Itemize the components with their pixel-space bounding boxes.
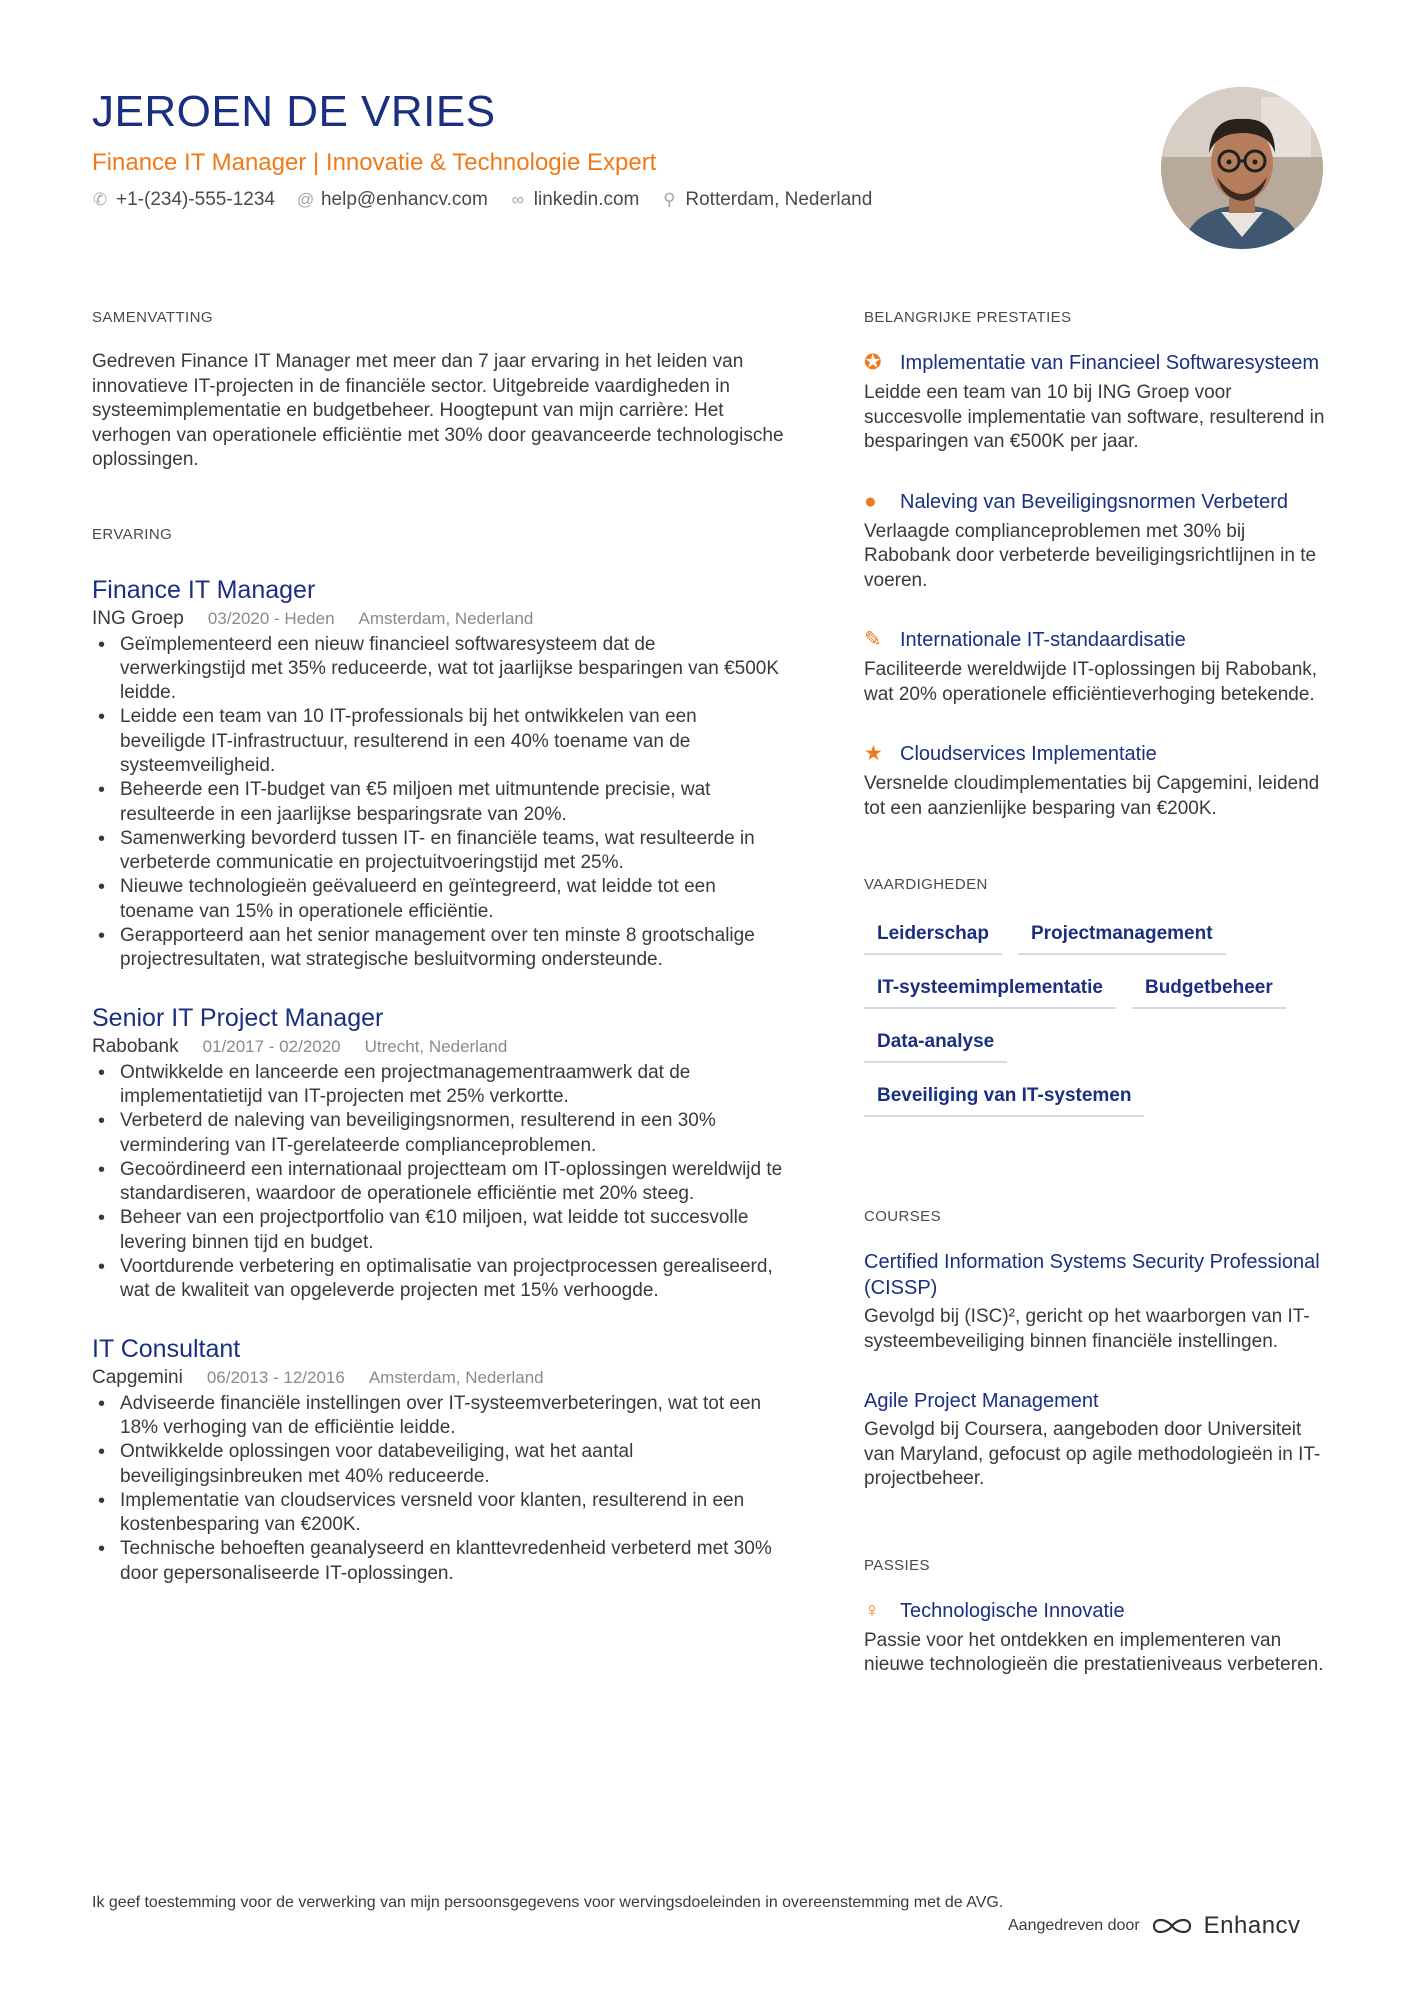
skills-heading: VAARDIGHEDEN [864,876,988,893]
passion-head [864,1598,1332,1624]
job-bullet: • Samenwerking bevorderd tussen IT- en financiële teams, wat resulteerde in verbeterde communicatie en projectuitvoeringstijd met 25%. [92,827,784,876]
job-company: Rabobank [92,1035,179,1057]
job-dates: 03/2020 - Heden [207,608,335,628]
candidate-headline: Finance IT Manager | Innovatie & Technologie Expert [92,149,657,176]
job-bullet: • Beheerde een IT-budget van €5 miljoen met uitmuntende precisie, wat resulteerde in een jaarlijkse besparingsrate van 20%. [92,778,784,827]
course-title: Certified Information Systems Security Professional (CISSP) [864,1251,1320,1299]
contact-location [661,188,872,212]
job-company: Capgemini [92,1366,183,1388]
consent-text: Ik geef toestemming voor de verwerking van mijn persoonsgegevens voor wervingsdoeleinden in overeenstemming met de AVG. [92,1894,1004,1911]
achievement-item [864,741,1332,821]
powered-by [1008,1912,1301,1940]
achievement-head [864,350,1332,376]
experience-section [92,525,784,1587]
avatar-photo [1161,87,1323,249]
achievement-head [864,741,1332,767]
skill-tag: Data-analyse [864,1025,1007,1063]
job-bullet: • Nieuwe technologieën geëvalueerd en geïntegreerd, wat leidde tot een toename van 15% in operationele efficiëntie. [92,875,784,924]
job-entry [92,1334,784,1586]
achievements-list [864,350,1332,821]
achievement-desc: Leidde een team van 10 bij ING Groep voor succesvolle implementatie van software, resulterend in besparingen van €500K per jaar. [864,382,1325,452]
courses-heading: COURSES [864,1208,941,1225]
job-meta [92,607,784,631]
link-icon: ∞ [511,190,524,209]
brand-name: Enhancv [1203,1912,1301,1939]
job-location: Amsterdam, Nederland [368,1367,544,1387]
lightbulb-icon: ♀ [864,1598,880,1622]
job-bullets [92,633,784,973]
contact-location-text: Rotterdam, Nederland [685,189,873,210]
achievement-desc: Faciliteerde wereldwijde IT-oplossingen bij Rabobank, wat 20% operationele efficiëntieverhoging betekende. [864,659,1318,705]
passions-heading: PASSIES [864,1556,930,1574]
job-meta [92,1035,784,1059]
course-item [864,1388,1332,1492]
skill-tag: Budgetbeheer [1132,971,1286,1009]
summary-heading: SAMENVATTING [92,309,213,326]
skill-tag: IT-systeemimplementatie [864,971,1116,1009]
job-title: Senior IT Project Manager [92,1003,384,1032]
achievement-desc: Verlaagde complianceproblemen met 30% bij Rabobank door verbeterde beveiligingsrichtlijnen in te voeren. [864,520,1317,591]
powered-by-label: Aangedreven door [1008,1917,1140,1934]
star-icon: ★ [864,742,883,765]
contact-phone [92,188,275,212]
skill-tag: Leiderschap [864,917,1002,955]
job-title: Finance IT Manager [92,575,316,604]
job-bullet: • Leidde een team van 10 IT-professionals bij het ontwikkelen van een beveiligde IT-infrastructuur, resulterend in een 40% toename van de systeemveiligheid. [92,705,784,778]
achievement-item [864,627,1332,707]
job-bullet: • Geïmplementeerd een nieuw financieel softwaresysteem dat de verwerkingstijd met 35% reduceerde, wat tot jaarlijkse besparingen van €500K leidde. [92,633,784,706]
candidate-name: JEROEN DE VRIES [92,87,496,136]
avatar [1161,87,1323,249]
contact-row [92,188,1142,212]
job-dates: 01/2017 - 02/2020 [202,1036,341,1056]
job-bullet: • Beheer van een projectportfolio van €10 miljoen, wat leidde tot succesvolle levering binnen tijd en budget. [92,1206,784,1255]
achievement-item [864,350,1332,455]
job-bullet: • Ontwikkelde en lanceerde een projectmanagementraamwerk dat de implementatietijd van IT-projecten met 25% verkortte. [92,1061,784,1110]
contact-phone-text: +1-(234)-555-1234 [116,189,275,210]
contact-linkedin-text[interactable]: linkedin.com [533,189,640,210]
course-desc: Gevolgd bij Coursera, aangeboden door Universiteit van Maryland, gefocust op agile methodologieën in IT-projectbeheer. [864,1419,1321,1489]
passions-section [864,1556,1332,1678]
contact-linkedin[interactable] [510,188,640,212]
right-column [864,308,1332,1678]
job-bullet: • Gerapporteerd aan het senior management over ten minste 8 grootschalige projectresultaten, wat strategische besluitvorming ondersteunde. [92,924,784,973]
phone-icon: ✆ [92,190,108,209]
brain-icon: ● [864,489,877,513]
job-bullets [92,1392,784,1586]
summary-text: Gedreven Finance IT Manager met meer dan 7 jaar ervaring in het leiden van innovatieve IT-projecten in de financiële sector. Uitgebreide vaardigheden in systeemimplementatie en budgetbeheer. Hoogtepunt van mijn carrière: Het verhogen van operationele efficiëntie met 30% door geavanceerde technologische oplossingen. [92,351,784,470]
job-company: ING Groep [92,607,184,629]
achievements-section [864,308,1332,821]
job-meta [92,1366,784,1390]
job-bullet: • Technische behoeften geanalyseerd en klanttevredenheid verbeterd met 30% door gepersonaliseerde IT-oplossingen. [92,1537,784,1586]
contact-email-text[interactable]: help@enhancv.com [320,189,488,210]
course-item [864,1249,1332,1354]
job-bullet: • Gecoördineerd een internationaal projectteam om IT-oplossingen wereldwijd te standardiseren, waardoor de operationele efficiëntie met 20% steeg. [92,1158,784,1207]
job-bullet: • Verbeterd de naleving van beveiligingsnormen, resulterend in een 30% vermindering van IT-gerelateerde complianceproblemen. [92,1109,784,1158]
job-dates: 06/2013 - 12/2016 [206,1367,345,1387]
job-bullets [92,1061,784,1304]
skills-section [864,875,1332,1133]
job-title: IT Consultant [92,1334,241,1363]
achievement-title: Naleving van Beveiligingsnormen Verbeterd [900,490,1289,513]
job-location: Utrecht, Nederland [364,1036,508,1056]
magic-wand-icon: ✎ [864,628,882,651]
job-entry [92,575,784,973]
job-bullet: • Adviseerde financiële instellingen over IT-systeemverbeteringen, wat tot een 18% verhoging van de efficiëntie leidde. [92,1392,784,1441]
left-column [92,308,784,1586]
skill-tag: Projectmanagement [1018,917,1226,955]
achievement-title: Internationale IT-standaardisatie [900,629,1186,651]
job-bullet: • Implementatie van cloudservices versneld voor klanten, resulterend in een kostenbesparing van €200K. [92,1489,784,1538]
location-icon: ⚲ [663,190,676,209]
award-icon: ✪ [864,351,882,374]
course-desc: Gevolgd bij (ISC)², gericht op het waarborgen van IT-systeembeveiliging binnen financiële instellingen. [864,1306,1310,1352]
job-bullet: • Voortdurende verbetering en optimalisatie van projectprocessen gerealiseerd, wat de kwaliteit van opgeleverde projecten met 15% verhoogde. [92,1255,784,1304]
job-location: Amsterdam, Nederland [358,608,534,628]
achievements-heading: BELANGRIJKE PRESTATIES [864,309,1072,326]
summary-section [92,308,784,473]
achievement-desc: Versnelde cloudimplementaties bij Capgemini, leidend tot een aanzienlijke besparing van €200K. [864,773,1320,819]
job-bullet: • Ontwikkelde oplossingen voor databeveiliging, wat het aantal beveiligingsinbreuken met 40% reduceerde. [92,1440,784,1489]
skill-tag: Beveiliging van IT-systemen [864,1079,1144,1117]
passion-desc: Passie voor het ontdekken en implementeren van nieuwe technologieën die prestatieniveaus verbeteren. [864,1629,1324,1675]
enhancv-logo-icon [1150,1914,1196,1938]
passion-title: Technologische Innovatie [900,1599,1125,1622]
achievement-title: Cloudservices Implementatie [900,743,1157,765]
achievement-item [864,489,1332,594]
achievement-title: Implementatie van Financieel Softwaresysteem [900,352,1320,374]
achievement-head [864,489,1332,515]
resume-header [92,86,1142,212]
achievement-head [864,627,1332,653]
contact-email[interactable] [297,188,488,212]
passion-item [864,1598,1332,1678]
course-title: Agile Project Management [864,1390,1099,1412]
courses-section [864,1207,1332,1492]
job-entry [92,1003,784,1304]
at-icon: @ [296,190,315,209]
experience-heading: ERVARING [92,525,173,543]
skills-list [864,917,1332,1133]
